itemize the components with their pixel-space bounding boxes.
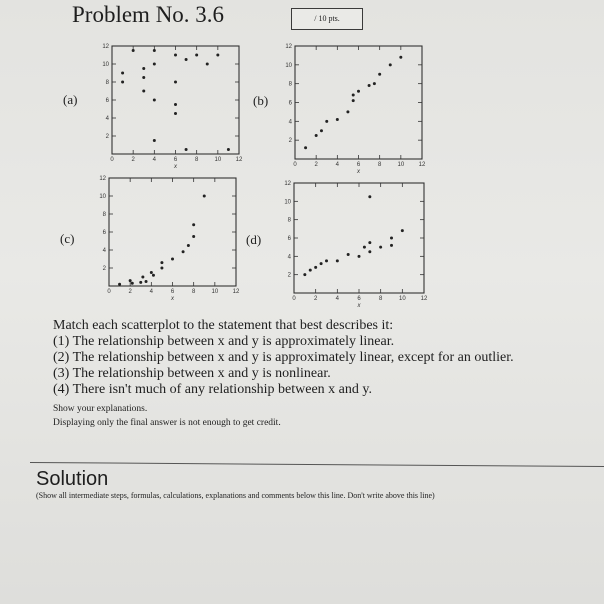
scatter-point	[118, 283, 121, 286]
x-tick-label: 10	[211, 289, 219, 295]
y-tick-label: 10	[99, 194, 106, 200]
y-tick-label: 4	[102, 248, 106, 254]
scatter-point	[185, 148, 188, 151]
scatter-point	[314, 266, 317, 269]
scatter-point	[121, 81, 124, 84]
y-tick-label: 2	[105, 134, 109, 140]
scatter-point	[363, 246, 366, 249]
x-tick-label: 6	[173, 157, 178, 163]
x-tick-label: 2	[131, 157, 135, 163]
scatter-point	[129, 279, 132, 282]
scatter-point	[150, 271, 153, 274]
plot-frame	[112, 46, 239, 154]
statement-3: (3) The relationship between x and y is nonlinear.	[53, 366, 331, 381]
y-tick-label: 2	[102, 266, 106, 272]
scatter-point	[368, 250, 371, 253]
scatter-point	[227, 148, 230, 151]
y-tick-label: 12	[99, 176, 106, 182]
statement-4: (4) There isn't much of any relationship between x and y.	[53, 382, 372, 397]
y-tick-label: 6	[105, 98, 109, 104]
scatter-point	[325, 120, 328, 123]
scatter-point	[206, 63, 209, 66]
scatter-point	[192, 235, 195, 238]
scatter-point	[378, 73, 381, 76]
scatter-point	[142, 90, 145, 93]
scatter-point	[216, 54, 219, 57]
scatter-point	[185, 58, 188, 61]
scatter-point	[203, 195, 206, 198]
scatter-point	[139, 281, 142, 284]
x-tick-label: 4	[335, 296, 340, 302]
y-tick-label: 2	[287, 272, 291, 279]
scatter-point	[315, 134, 318, 137]
x-tick-label: 8	[377, 162, 382, 168]
scatter-point	[160, 261, 163, 264]
y-tick-label: 6	[287, 236, 291, 242]
scatter-point	[368, 84, 371, 87]
y-tick-label: 6	[288, 100, 292, 107]
x-tick-label: 10	[398, 296, 406, 302]
y-tick-label: 10	[284, 199, 291, 206]
x-tick-label: 0	[293, 162, 297, 168]
x-tick-label: 8	[378, 296, 383, 302]
x-tick-label: 12	[418, 162, 426, 168]
show-work-note: Show your explanations.	[53, 404, 148, 414]
y-tick-label: 8	[102, 212, 106, 218]
plot-frame	[109, 178, 236, 286]
statement-1: (1) The relationship between x and y is approximately linear.	[53, 334, 395, 349]
y-tick-label: 8	[105, 80, 109, 86]
scatter-point	[357, 90, 360, 93]
instruction-prompt: Match each scatterplot to the statement that best describes it:	[53, 318, 394, 333]
scatter-point	[153, 99, 156, 102]
x-tick-label: 4	[149, 289, 154, 295]
scatter-point	[195, 54, 198, 57]
scatter-point	[304, 146, 307, 149]
x-tick-label: 8	[191, 289, 196, 295]
x-tick-label: 12	[232, 289, 240, 295]
x-tick-label: 4	[335, 162, 340, 168]
scatter-point	[141, 276, 144, 279]
problem-title: Problem No. 3.6	[72, 2, 225, 27]
plot-frame	[295, 46, 422, 159]
x-tick-label: 0	[292, 296, 296, 302]
scatter-point	[131, 282, 134, 285]
scatter-point	[346, 110, 349, 113]
y-tick-label: 4	[287, 254, 291, 261]
scatter-point	[390, 244, 393, 247]
scatter-point	[142, 67, 145, 70]
x-axis-label: x	[357, 169, 360, 175]
scatter-point	[399, 56, 402, 59]
x-axis-label: x	[171, 296, 174, 302]
credit-note: Displaying only the final answer is not enough to get credit.	[53, 418, 281, 428]
x-tick-label: 2	[314, 162, 318, 168]
scatter-point	[390, 237, 393, 240]
scatterplot-c	[95, 172, 240, 302]
scatter-point	[174, 103, 177, 106]
x-tick-label: 12	[420, 296, 428, 302]
x-axis-label: x	[357, 303, 361, 309]
scatter-point	[325, 259, 328, 262]
scatter-point	[145, 280, 148, 283]
y-tick-label: 10	[102, 62, 109, 68]
y-tick-label: 4	[105, 116, 109, 122]
scatterplot-d	[280, 177, 428, 309]
scatter-point	[401, 229, 404, 232]
plot-label-b: (b)	[253, 93, 269, 108]
scatter-point	[171, 258, 174, 261]
scatter-point	[152, 274, 155, 277]
x-tick-label: 6	[170, 289, 175, 295]
x-axis-label: x	[174, 164, 177, 170]
scatter-point	[373, 82, 376, 85]
scatter-point	[153, 49, 156, 52]
scatter-point	[153, 63, 156, 66]
y-tick-label: 12	[285, 44, 292, 50]
x-tick-label: 2	[128, 289, 132, 295]
scatter-point	[336, 118, 339, 121]
y-tick-label: 6	[102, 230, 106, 236]
scatter-point	[174, 81, 177, 84]
scatter-point	[347, 253, 350, 256]
y-tick-label: 10	[285, 62, 292, 69]
x-tick-label: 0	[107, 289, 111, 295]
scatter-point	[352, 99, 355, 102]
scatter-point	[174, 54, 177, 57]
scatter-point	[352, 93, 355, 96]
x-tick-label: 0	[110, 157, 114, 163]
plot-label-a: (a)	[63, 92, 78, 107]
scatterplot-a	[98, 40, 243, 170]
scatter-point	[192, 223, 195, 226]
scatter-point	[320, 129, 323, 132]
scatter-point	[121, 72, 124, 75]
score-box[interactable]: / 10 pts.	[291, 8, 363, 30]
plot-frame	[294, 183, 424, 293]
divider-line	[30, 462, 604, 467]
scatter-point	[309, 269, 312, 272]
solution-instructions: (Show all intermediate steps, formulas, calculations, explanations and comments below this line. Don't write above this line)	[36, 491, 435, 500]
x-tick-label: 8	[194, 157, 199, 163]
y-tick-label: 4	[288, 119, 292, 126]
y-tick-label: 12	[102, 44, 109, 50]
solution-heading: Solution	[36, 468, 109, 490]
scatter-point	[379, 246, 382, 249]
scatter-point	[142, 76, 145, 79]
x-tick-label: 4	[152, 157, 157, 163]
scatterplot-b	[281, 40, 426, 175]
x-tick-label: 12	[235, 157, 243, 163]
scatter-point	[368, 195, 371, 198]
plot-label-c: (c)	[60, 231, 75, 246]
x-tick-label: 2	[313, 296, 318, 302]
scatter-point	[336, 259, 339, 262]
x-tick-label: 10	[214, 157, 222, 163]
x-tick-label: 6	[357, 296, 361, 302]
scatter-point	[320, 262, 323, 265]
scatter-point	[368, 241, 371, 244]
scatter-point	[187, 244, 190, 247]
scatter-point	[389, 63, 392, 66]
statement-2: (2) The relationship between x and y is approximately linear, except for an outlier.	[53, 350, 514, 365]
scatter-point	[182, 250, 185, 253]
y-tick-label: 12	[284, 181, 291, 187]
x-tick-label: 6	[356, 162, 361, 168]
scatter-point	[358, 255, 361, 258]
plot-label-d: (d)	[246, 232, 262, 247]
scatter-point	[174, 112, 177, 115]
y-tick-label: 2	[288, 138, 292, 145]
scatter-point	[153, 139, 156, 142]
y-tick-label: 8	[288, 81, 292, 88]
x-tick-label: 10	[397, 162, 405, 168]
scatter-point	[132, 49, 135, 52]
y-tick-label: 8	[287, 217, 291, 224]
scatter-point	[303, 273, 306, 276]
scatter-point	[160, 267, 163, 270]
